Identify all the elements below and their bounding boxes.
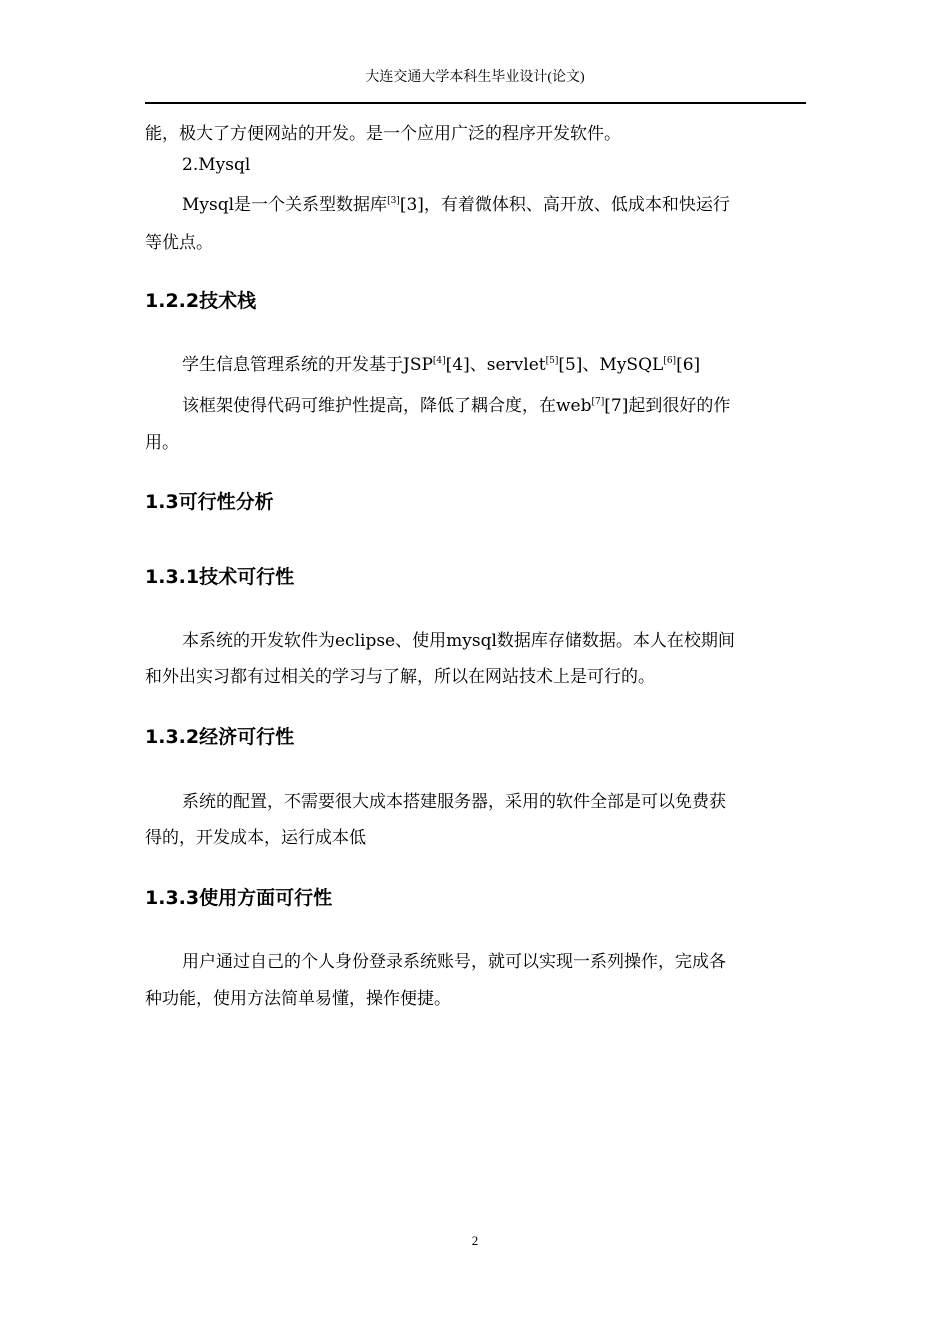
- body-line: 得的，开发成本，运行成本低: [145, 828, 366, 848]
- citation-superscript: [5]: [545, 356, 559, 366]
- list-item-mysql: 2.Mysql: [182, 155, 251, 175]
- body-line: 和外出实习都有过相关的学习与了解，所以在网站技术上是可行的。: [145, 667, 655, 687]
- text-run: [3]，有着微体积、高开放、低成本和快运行: [399, 195, 730, 215]
- citation-superscript: [4]: [432, 356, 446, 366]
- section-heading-1-2-2: 1.2.2技术栈: [145, 290, 257, 312]
- text-run: [6]: [676, 355, 701, 375]
- body-line: 用。: [145, 433, 179, 453]
- text-run: [4]、servlet: [445, 355, 546, 375]
- body-line: 本系统的开发软件为eclipse、使用mysql数据库存储数据。本人在校期间: [182, 631, 735, 651]
- section-heading-1-3: 1.3可行性分析: [145, 491, 274, 513]
- section-heading-1-3-2: 1.3.2经济可行性: [145, 726, 295, 748]
- body-line: [182, 350, 806, 375]
- text-run: 该框架使得代码可维护性提高，降低了耦合度，在web: [182, 396, 592, 416]
- body-line: 等优点。: [145, 233, 213, 253]
- running-header: 大连交通大学本科生毕业设计(论文): [365, 70, 585, 85]
- page-number: 2: [471, 1233, 479, 1248]
- body-line: [182, 190, 806, 215]
- header-rule: [145, 102, 806, 104]
- body-line: 系统的配置，不需要很大成本搭建服务器，采用的软件全部是可以免费获: [182, 792, 726, 812]
- text-run: Mysql是一个关系型数据库: [182, 195, 388, 215]
- body-line: 能，极大了方便网站的开发。是一个应用广泛的程序开发软件。: [145, 124, 621, 144]
- section-heading-1-3-3: 1.3.3使用方面可行性: [145, 887, 333, 909]
- body-line: [182, 391, 806, 416]
- text-run: [5]、MySQL: [558, 355, 664, 375]
- citation-superscript: [3]: [387, 196, 400, 206]
- text-run: [7]起到很好的作: [604, 396, 731, 416]
- section-heading-1-3-1: 1.3.1技术可行性: [145, 566, 295, 588]
- text-run: 学生信息管理系统的开发基于JSP: [182, 355, 433, 375]
- citation-superscript: [7]: [591, 397, 605, 407]
- body-line: 用户通过自己的个人身份登录系统账号，就可以实现一系列操作，完成各: [182, 952, 726, 972]
- body-line: 种功能，使用方法简单易懂，操作便捷。: [145, 989, 451, 1009]
- citation-superscript: [6]: [663, 356, 677, 366]
